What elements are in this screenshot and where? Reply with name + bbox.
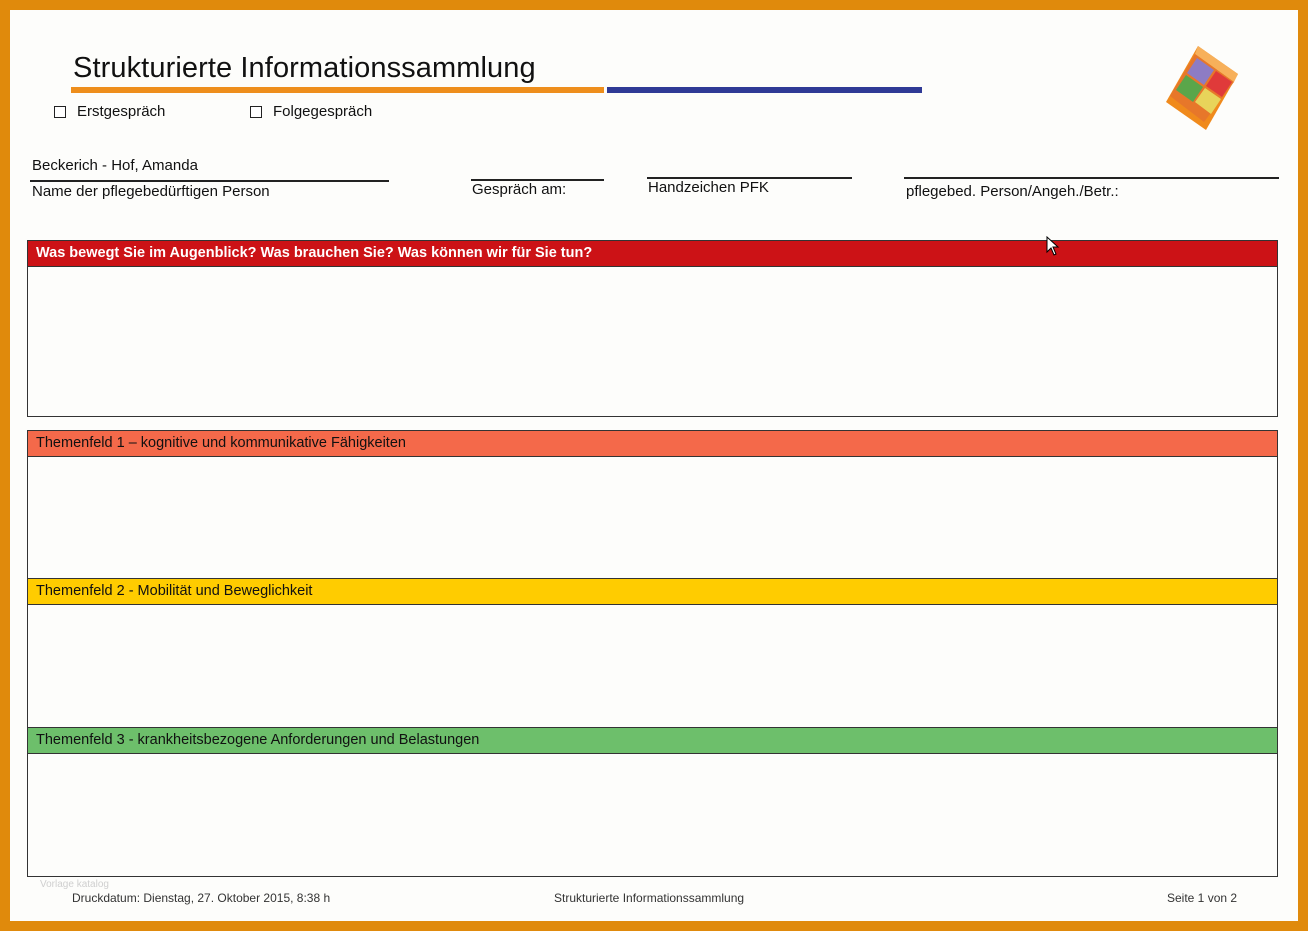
person-name-value[interactable]: Beckerich - Hof, Amanda	[32, 157, 198, 174]
section-header-themenfeld-2: Themenfeld 2 - Mobilität und Beweglichkeit	[27, 578, 1278, 605]
document-page	[10, 10, 1298, 921]
section-header-themenfeld-1: Themenfeld 1 – kognitive und kommunikative Fähigkeiten	[27, 430, 1278, 457]
erstgespraech-label: Erstgespräch	[77, 103, 166, 120]
signature-line	[904, 177, 1279, 179]
section-body-concerns[interactable]	[27, 267, 1278, 417]
section-body-themenfeld-3[interactable]	[27, 754, 1278, 877]
signature-label[interactable]: pflegebed. Person/Angeh./Betr.:	[906, 183, 1119, 200]
watermark-text: Vorlage katalog	[40, 879, 109, 890]
footer-doc-title: Strukturierte Informationssammlung	[554, 891, 745, 905]
person-name-line	[30, 180, 389, 182]
page-title: Strukturierte Informationssammlung	[73, 52, 536, 84]
erstgespraech-checkbox[interactable]	[54, 106, 66, 118]
section-header-concerns: Was bewegt Sie im Augenblick? Was brauchen Sie? Was können wir für Sie tun?	[27, 240, 1278, 267]
folgegespraech-label: Folgegespräch	[273, 103, 373, 120]
title-underline-orange	[71, 87, 604, 93]
gespraech-label[interactable]: Gespräch am:	[472, 181, 567, 198]
footer-page-number: Seite 1 von 2	[1167, 891, 1238, 905]
title-underline-blue	[607, 87, 922, 93]
mouse-pointer-icon	[1046, 236, 1060, 256]
section-header-themenfeld-3: Themenfeld 3 - krankheitsbezogene Anforderungen und Belastungen	[27, 727, 1278, 754]
person-name-label: Name der pflegebedürftigen Person	[32, 183, 270, 200]
cube-logo-icon	[1162, 44, 1242, 134]
handzeichen-label[interactable]: Handzeichen PFK	[648, 179, 769, 196]
footer-print-date: Druckdatum: Dienstag, 27. Oktober 2015, 8:38 h	[72, 891, 331, 905]
folgegespraech-checkbox[interactable]	[250, 106, 262, 118]
section-body-themenfeld-1[interactable]	[27, 457, 1278, 579]
section-body-themenfeld-2[interactable]	[27, 605, 1278, 728]
